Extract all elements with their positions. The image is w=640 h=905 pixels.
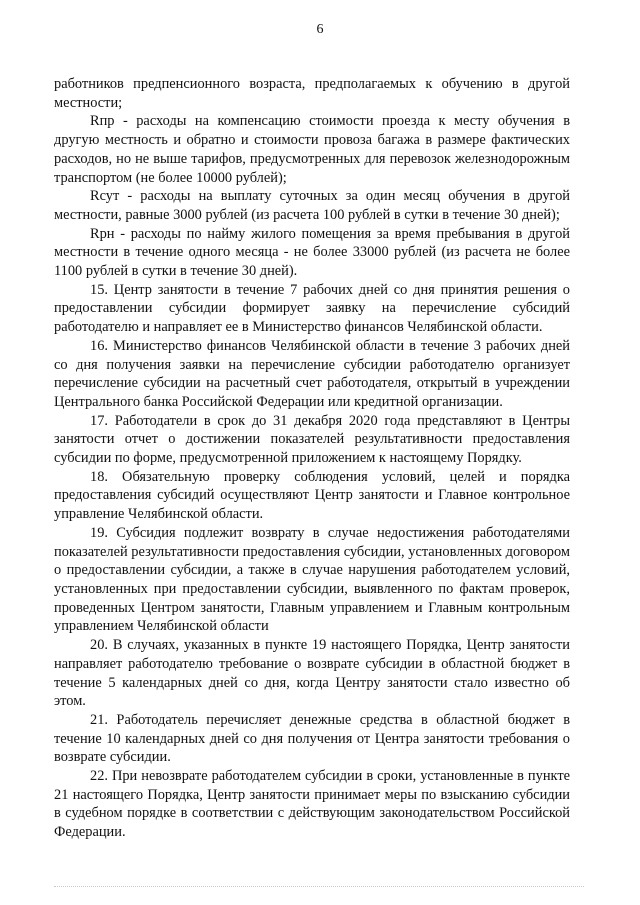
paragraph-18: 18. Обязательную проверку соблюдения условий, целей и порядка предоставления субсидий осуществляют Центр занятости и Главное контрольное управление Челябинской области. bbox=[54, 468, 570, 523]
document-body bbox=[54, 75, 570, 842]
paragraph-17: 17. Работодатели в срок до 31 декабря 2020 года представляют в Центры занятости отчет о достижении показателей результативности предоставления субсидии по форме, предусмотренной приложением к настоящему Порядку. bbox=[54, 412, 570, 467]
paragraph-rsut: Rсут - расходы на выплату суточных за один месяц обучения в другой местности, равные 3000 рублей (из расчета 100 рублей в сутки в течение 30 дней); bbox=[54, 188, 570, 223]
paragraph-19: 19. Субсидия подлежит возврату в случае недостижения работодателями показателей результативности предоставления субсидии, установленных договором о предоставлении субсидии, а также в случае нарушения работодателем условий, установленных при предоставлении субсидии, выявленного по фактам проверок, проведенных Центром занятости, Главным управлением и Главным контрольным управлением Челябинской области bbox=[54, 524, 570, 635]
paragraph-15: 15. Центр занятости в течение 7 рабочих дней со дня принятия решения о предоставлении субсидии формирует заявку на перечисление субсидий работодателю и направляет ее в Министерство финансов Челябинской области. bbox=[54, 281, 570, 336]
paragraph-21: 21. Работодатель перечисляет денежные средства в областной бюджет в течение 10 календарных дней со дня получения от Центра занятости требования о возврате субсидии. bbox=[54, 711, 570, 766]
paragraph-rrn: Rрн - расходы по найму жилого помещения за время пребывания в другой местности в течение одного месяца - не более 33000 рублей (из расчета не более 1100 рублей в сутки в течение 30 дней). bbox=[54, 225, 570, 280]
paragraph-22: 22. При невозврате работодателем субсидии в сроки, установленные в пункте 21 настоящего Порядка, Центр занятости принимает меры по взысканию субсидии в судебном порядке в соответствии с действующим законодательством Российской Федерации. bbox=[54, 768, 570, 841]
paragraph-rpr: Rпр - расходы на компенсацию стоимости проезда к месту обучения в другую местность и обратно и стоимости провоза багажа в размере фактических расходов, но не выше тарифов, предусмотренных для перевозок железнодорожным транспортом (не более 10000 рублей); bbox=[54, 113, 570, 186]
paragraph-16: 16. Министерство финансов Челябинской области в течение 3 рабочих дней со дня получения заявки на перечисление субсидии работодателю организует перечисление субсидии на расчетный счет работодателя, открытый в учреждении Центрального банка Российской Федерации или кредитной организации. bbox=[54, 337, 570, 410]
page-number: 6 bbox=[316, 22, 324, 37]
bottom-divider bbox=[54, 886, 584, 887]
paragraph-continuation: работников предпенсионного возраста, предполагаемых к обучению в другой местности; bbox=[54, 76, 570, 111]
paragraph-20: 20. В случаях, указанных в пункте 19 настоящего Порядка, Центр занятости направляет работодателю требование о возврате субсидии в областной бюджет в течение 5 календарных дней со дня, когда Центру занятости стало известно об этом. bbox=[54, 637, 570, 710]
